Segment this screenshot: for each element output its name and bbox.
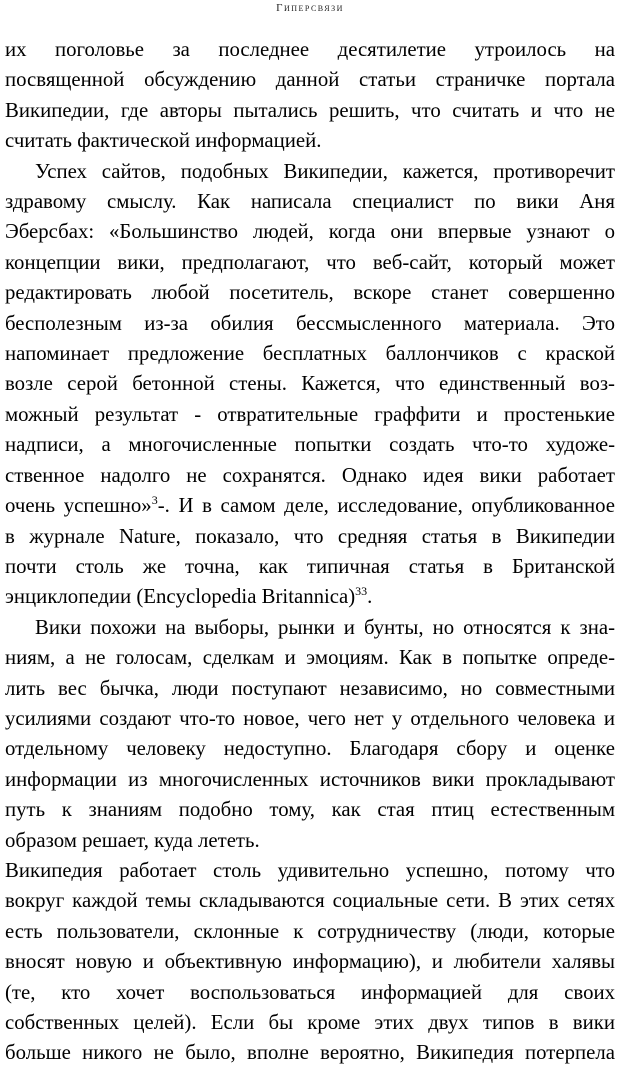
text-line [5, 339, 615, 369]
text-line-content: здравому смыслу. Как написала специалист по вики Аня [5, 190, 615, 214]
text-line [5, 522, 615, 552]
text-line [5, 65, 615, 95]
text-line-content: почти столь же точна, как типичная статья в Британской [5, 554, 615, 578]
text-line [5, 765, 615, 795]
text-line [5, 35, 615, 65]
text-line [5, 917, 615, 947]
text-line-content: образом решает, куда лететь. [5, 828, 260, 852]
text-line-content: Википедии, где авторы пытались решить, что считать и что не [5, 98, 615, 122]
text-line-content: концепции вики, предполагают, что веб-сайт, который может [5, 250, 615, 274]
text-line [5, 978, 615, 1008]
text-line [5, 886, 615, 916]
text-line-content: ниям, а не голосам, сделкам и эмоциям. Как в попытке опреде- [5, 646, 615, 670]
running-header: Гиперсвязи [276, 2, 344, 14]
text-line [5, 826, 615, 856]
text-line [5, 126, 615, 156]
text-line-content: ственное надолго не сохранятся. Однако идея вики работает [5, 463, 615, 487]
text-line-content: бесполезным из-за обилия бессмысленного материала. Это [5, 311, 615, 335]
text-line [5, 157, 615, 187]
text-line-content: путь к знаниям подобно тому, как стая птиц естественным [5, 798, 615, 822]
text-line [5, 430, 615, 460]
text-line [5, 674, 615, 704]
text-line-content: Успех сайтов, подобных Википедии, кажется, противоречит [35, 159, 615, 183]
text-line-content: отдельному человеку недоступно. Благодаря сбору и оценке [5, 737, 615, 761]
text-line-content: больше никого не было, вполне вероятно, Википедия потерпела [5, 1041, 615, 1065]
text-line [5, 1038, 615, 1068]
text-line [5, 643, 615, 673]
text-line-content: вносят новую и объективную информацию), и любители халявы [5, 950, 615, 974]
text-line-content: Вики похожи на выборы, рынки и бунты, но относятся к зна- [35, 615, 615, 639]
text-line-content: Википедия работает столь удивительно успешно, потому что [5, 858, 615, 882]
text-line-content: можный результат - отвратительные граффити и простенькие [5, 402, 615, 426]
body-text [5, 35, 615, 1069]
text-line-content: их поголовье за последнее десятилетие утроилось на [5, 38, 615, 61]
text-line [5, 461, 615, 491]
text-line-content: в журнале Nature, показало, что средняя статья в Википедии [5, 524, 615, 548]
text-line [5, 613, 615, 643]
text-line-content: очень успешно» [5, 494, 152, 518]
text-line-continuation: . [367, 585, 373, 609]
text-line [5, 795, 615, 825]
text-line [5, 309, 615, 339]
text-line-content: (те, кто хочет воспользоваться информацией для своих [5, 980, 615, 1004]
text-line-content: надписи, а многочисленные попытки создать что-то художе- [5, 433, 615, 457]
text-line-content: вокруг каждой темы складываются социальные сети. В этих сетях [5, 889, 615, 913]
text-line-content: посвященной обсуждению данной статьи страничке портала [5, 68, 615, 92]
text-line [5, 582, 615, 612]
footnote-marker: 3 [151, 493, 158, 508]
text-line-content: есть пользователи, склонные к сотрудничеству (люди, которые [5, 919, 615, 943]
text-line [5, 187, 615, 217]
text-line-content: Эберсбах: «Большинство людей, когда они впервые узнают о [5, 220, 615, 244]
text-line [5, 552, 615, 582]
text-line [5, 734, 615, 764]
text-line-content: возле серой бетонной стены. Кажется, что единственный воз- [5, 372, 615, 396]
text-line-continuation: -. И в самом деле, исследование, опубликованное [157, 494, 615, 518]
text-line [5, 400, 615, 430]
text-line-content: информации из многочисленных источников вики прокладывают [5, 767, 615, 791]
text-line [5, 217, 615, 247]
text-line-content: редактировать любой посетитель, вскоре станет совершенно [5, 281, 615, 305]
text-line [5, 704, 615, 734]
text-line [5, 947, 615, 977]
text-line-content: считать фактической информацией. [5, 129, 322, 153]
footnote-marker: 33 [355, 584, 368, 599]
text-line-content: напоминает предложение бесплатных баллончиков с краской [5, 342, 615, 366]
text-line-content: лить вес бычка, люди поступают независимо, но совместными [5, 676, 615, 700]
text-line [5, 1008, 615, 1038]
text-line-content: усилиями создают что-то новое, чего нет у отдельного человека и [5, 706, 615, 730]
text-line [5, 278, 615, 308]
text-line [5, 491, 615, 521]
text-line [5, 369, 615, 399]
text-line [5, 856, 615, 886]
text-line [5, 248, 615, 278]
text-line-content: энциклопедии (Encyclopedia Britannica) [5, 585, 356, 609]
text-line-content: собственных целей). Если бы кроме этих двух типов в вики [5, 1011, 615, 1034]
text-line [5, 96, 615, 126]
